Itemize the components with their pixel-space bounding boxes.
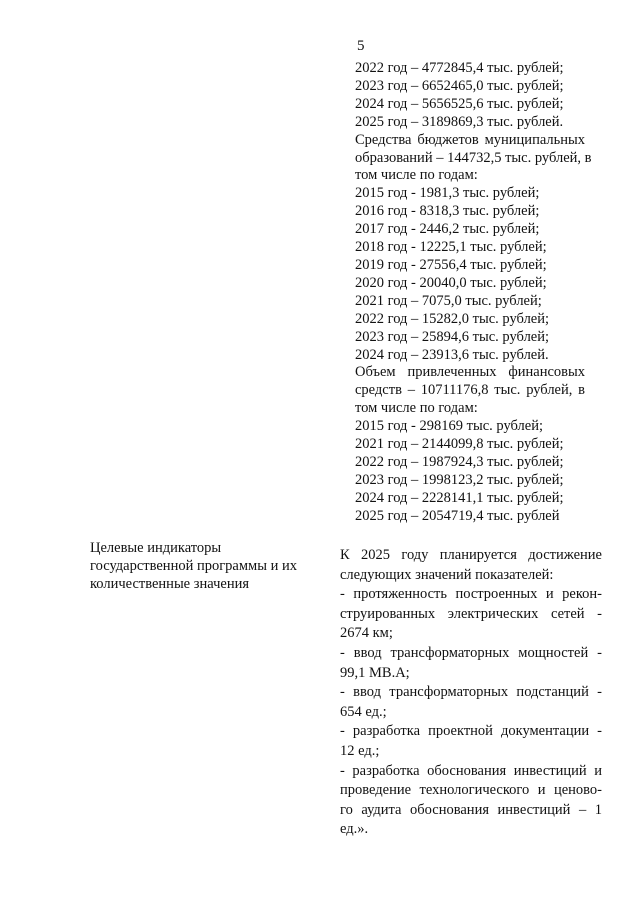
funding-line: Средства бюджетов муниципальных <box>355 131 585 148</box>
funding-line: 2015 год - 1981,3 тыс. рублей; <box>355 185 540 202</box>
funding-line: том числе по годам: <box>355 167 478 184</box>
funding-line: 2020 год - 20040,0 тыс. рублей; <box>355 274 547 291</box>
indicators-label-line: количественные значения <box>90 575 250 592</box>
indicators-line: го аудита обоснования инвестиций – 1 <box>340 801 602 818</box>
funding-line: 2024 год – 23913,6 тыс. рублей. <box>355 346 549 363</box>
indicators-text-block <box>340 546 602 840</box>
funding-line: 2022 год – 1987924,3 тыс. рублей; <box>355 453 564 470</box>
funding-line: 2022 год – 4772845,4 тыс. рублей; <box>355 60 564 76</box>
indicators-label <box>90 540 325 594</box>
indicators-label-line: Целевые индикаторы <box>90 540 222 556</box>
indicators-line: 2674 км; <box>340 625 393 642</box>
funding-line: 2025 год – 2054719,4 тыс. рублей <box>355 507 560 524</box>
indicators-line: проведение технологического и ценово- <box>340 782 602 799</box>
indicators-line: - разработка обоснования инвестиций и <box>340 762 602 779</box>
funding-line: образований – 144732,5 тыс. рублей, в <box>355 149 592 166</box>
funding-line: 2017 год - 2446,2 тыс. рублей; <box>355 221 540 238</box>
indicators-line: - ввод трансформаторных подстанций - <box>340 684 602 701</box>
funding-line: том числе по годам: <box>355 400 478 417</box>
indicators-line: следующих значений показателей: <box>340 566 554 583</box>
indicators-line: - разработка проектной документации - <box>340 723 602 740</box>
funding-line: 2015 год - 298169 тыс. рублей; <box>355 418 543 435</box>
indicators-label-line: государственной программы и их <box>90 557 297 574</box>
indicators-line: - протяженность построенных и рекон- <box>340 586 602 603</box>
indicators-line: К 2025 году планируется достижение <box>340 547 602 563</box>
indicators-line: 654 ед.; <box>340 703 387 720</box>
funding-line: 2024 год – 2228141,1 тыс. рублей; <box>355 489 564 506</box>
indicators-line: ед.». <box>340 821 369 838</box>
funding-line: 2019 год - 27556,4 тыс. рублей; <box>355 256 547 273</box>
funding-line: 2024 год – 5656525,6 тыс. рублей; <box>355 95 564 112</box>
funding-line: 2023 год – 1998123,2 тыс. рублей; <box>355 471 564 488</box>
funding-line: 2021 год – 7075,0 тыс. рублей; <box>355 292 542 309</box>
funding-text-block <box>355 60 592 526</box>
funding-line: средств – 10711176,8 тыс. рублей, в <box>355 382 585 399</box>
indicators-line: - ввод трансформаторных мощностей - <box>340 644 602 661</box>
funding-line: 2022 год – 15282,0 тыс. рублей; <box>355 310 550 327</box>
funding-line: 2018 год - 12225,1 тыс. рублей; <box>355 239 547 256</box>
page-number: 5 <box>357 38 365 54</box>
funding-line: 2023 год – 25894,6 тыс. рублей; <box>355 328 550 345</box>
indicators-line: 12 ед.; <box>340 742 380 759</box>
funding-line: 2023 год – 6652465,0 тыс. рублей; <box>355 77 564 94</box>
indicators-line: струированных электрических сетей - <box>340 605 602 622</box>
funding-line: 2021 год – 2144099,8 тыс. рублей; <box>355 436 564 453</box>
funding-line: 2025 год – 3189869,3 тыс. рублей. <box>355 113 564 130</box>
indicators-line: 99,1 МВ.А; <box>340 664 410 681</box>
funding-line: Объем привлеченных финансовых <box>355 364 585 381</box>
funding-line: 2016 год - 8318,3 тыс. рублей; <box>355 203 540 220</box>
